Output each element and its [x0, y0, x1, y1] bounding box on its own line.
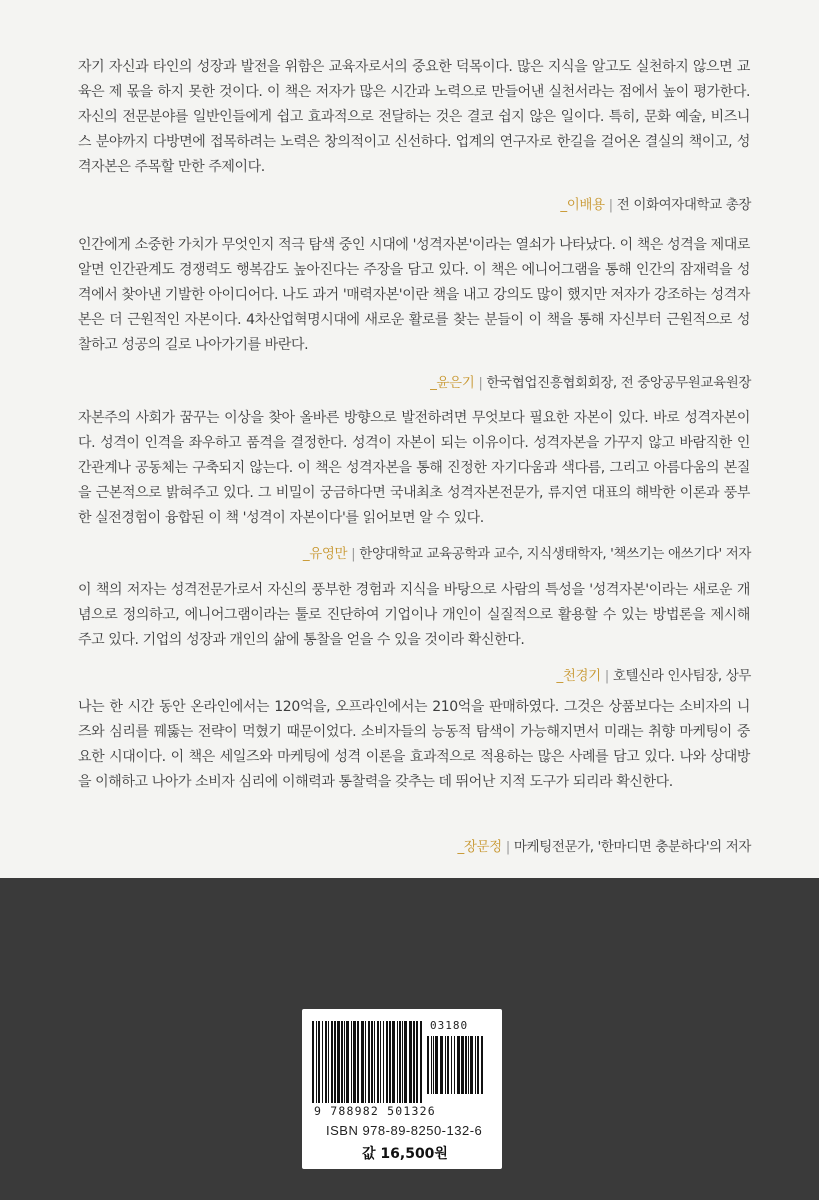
endorsement-text: 자본주의 사회가 꿈꾸는 이상을 찾아 올바른 방향으로 발전하려면 무엇보다 필요한 자본이 있다. 바로 성격자본이다. 성격이 인격을 좌우하고 품격을 결정한다. 성격이 자본이 되는 이유이다. 성격자본을 가꾸지 않고 바람직한 인간관계나 공동체는 구축되지 않는다. 이 책은 성격자본을 통해 진정한 자기다움과 색다름, 그리고 아름다움의 본질을 근본적으로 밝혀주고 있다. 그 비밀이 궁금하다면 국내최초 성격자본전문가, 류지연 대표의 해박한 이론과 풍부한 실전경험이 융합된 이 책 '성격이 자본이다'를 읽어보면 알 수 있다. [78, 410, 750, 526]
barcode-box [302, 1009, 502, 1169]
endorser-name: _유영만 [302, 546, 348, 562]
endorsement-5 [78, 695, 750, 795]
barcode-bar [316, 1021, 317, 1103]
barcode-bar [440, 1036, 443, 1094]
barcode-bar [481, 1036, 483, 1094]
barcode-bar [357, 1021, 359, 1103]
barcode-bar [435, 1036, 438, 1094]
barcode-bar [353, 1021, 356, 1103]
endorser-name: _천경기 [556, 668, 601, 684]
barcode-bar [468, 1036, 469, 1094]
endorsement-3 [78, 406, 750, 531]
barcode-bar [346, 1021, 349, 1103]
barcode-bar [475, 1036, 476, 1094]
barcode-bar [451, 1036, 452, 1094]
barcode-bar [331, 1021, 333, 1103]
endorsement-attribution [560, 193, 751, 213]
ean-barcode [312, 1021, 424, 1105]
barcode-bar [334, 1021, 336, 1103]
endorsement-2 [78, 233, 750, 358]
separator: | [604, 668, 609, 684]
barcode-bar [377, 1021, 379, 1103]
barcode-bar [386, 1021, 388, 1103]
endorser-title: 호텔신라 인사팀장, 상무 [612, 668, 751, 684]
barcode-bar [312, 1021, 314, 1103]
barcode-bar [454, 1036, 455, 1094]
barcode-bar [461, 1036, 464, 1094]
barcode-bar [328, 1021, 329, 1103]
barcode-bar [351, 1021, 352, 1103]
endorser-name: _장문정 [457, 839, 502, 855]
endorser-title: 마케팅전문가, '한마디면 충분하다'의 저자 [513, 839, 751, 855]
barcode-bar [447, 1036, 449, 1094]
separator: | [478, 375, 483, 391]
barcode-bar [337, 1021, 340, 1103]
barcode-bar [465, 1036, 467, 1094]
barcode-bar [420, 1021, 422, 1103]
barcode-bar [470, 1036, 473, 1094]
barcode-bar [389, 1021, 391, 1103]
barcode-bar [318, 1021, 320, 1103]
endorsement-attribution [556, 664, 751, 684]
barcode-bar [457, 1036, 460, 1094]
barcode-bar [404, 1021, 407, 1103]
barcode-bar [374, 1021, 375, 1103]
barcode-bar [325, 1021, 327, 1103]
barcode-bar [368, 1021, 370, 1103]
addon-code: 03180 [430, 1019, 469, 1032]
barcode-bar [409, 1021, 412, 1103]
endorsement-4 [78, 578, 750, 653]
barcode-digits: 9 788982 501326 [314, 1104, 436, 1118]
separator: | [505, 839, 510, 855]
barcode-bar [427, 1036, 429, 1094]
endorsement-text: 인간에게 소중한 가치가 무엇인지 적극 탐색 중인 시대에 '성격자본'이라는 열쇠가 나타났다. 이 책은 성격을 제대로 알면 인간관계도 경쟁력도 행복감도 높아진다는 주장을 담고 있다. 이 책은 에니어그램을 통해 인간의 잠재력을 성격에서 찾아낸 기발한 아이디어다. 나도 과거 '매력자본'이란 책을 내고 강의도 많이 했지만 저자가 강조하는 성격자본은 더 근원적인 자본이다. 4차산업혁명시대에 새로운 활로를 찾는 분들이 이 책을 통해 자신부터 근원적으로 성찰하고 성공의 길로 나아가기를 바란다. [78, 237, 750, 353]
separator: | [608, 197, 613, 213]
endorser-title: 한국협업진흥협회회장, 전 중앙공무원교육원장 [486, 375, 751, 391]
barcode-bar [416, 1021, 418, 1103]
barcode-bar [383, 1021, 384, 1103]
barcode-bar [402, 1021, 403, 1103]
barcode-bar [397, 1021, 398, 1103]
endorsement-text: 이 책의 저자는 성격전문가로서 자신의 풍부한 경험과 지식을 바탕으로 사람의 특성을 '성격자본'이라는 새로운 개념으로 정의하고, 에니어그램이라는 툴로 진단하여 기업이나 개인이 실질적으로 활용할 수 있는 방법론을 제시해 주고 있다. 기업의 성장과 개인의 삶에 통찰을 얻을 수 있을 것이라 확신한다. [78, 582, 750, 648]
endorsement-text: 나는 한 시간 동안 온라인에서는 120억을, 오프라인에서는 210억을 판매하였다. 그것은 상품보다는 소비자의 니즈와 심리를 꿰뚫는 전략이 먹혔기 때문이었다. 소비자들의 능동적 탐색이 가능해지면서 미래는 취향 마케팅이 중요한 시대이다. 이 책은 세일즈와 마케팅에 성격 이론을 효과적으로 적용하는 많은 사례를 담고 있다. 나와 상대방을 이해하고 나아가 소비자 심리에 이해력과 통찰력을 갖추는 데 뛰어난 지적 도구가 되리라 확신한다. [78, 699, 750, 790]
barcode-bar [371, 1021, 373, 1103]
endorsement-text: 자기 자신과 타인의 성장과 발전을 위함은 교육자로서의 중요한 덕목이다. 많은 지식을 알고도 실천하지 않으면 교육은 제 몫을 하지 못한 것이다. 이 책은 저자가 많은 시간과 노력으로 만들어낸 실천서라는 점에서 높이 평가한다. 자신의 전문분야를 일반인들에게 쉽고 효과적으로 전달하는 것은 결코 쉽지 않은 일이다. 특히, 문화 예술, 비즈니스 분야까지 다방면에 접목하려는 노력은 창의적이고 신선하다. 업계의 연구자로 한길을 걸어온 결실의 책이고, 성격자본은 주목할 만한 주제이다. [78, 59, 750, 175]
barcode-bar [477, 1036, 479, 1094]
endorsement-attribution [303, 542, 751, 562]
endorser-title: 한양대학교 교육공학과 교수, 지식생태학자, '책쓰기는 애쓰기다' 저자 [359, 546, 751, 562]
barcode-bar [341, 1021, 343, 1103]
barcode-bar [392, 1021, 395, 1103]
barcode-bar [344, 1021, 345, 1103]
endorsement-attribution [457, 835, 751, 855]
barcode-bar [361, 1021, 364, 1103]
barcode-bar [413, 1021, 415, 1103]
endorser-name: _윤은기 [430, 375, 475, 391]
barcode-bar [322, 1021, 323, 1103]
endorser-name: _이배용 [560, 197, 605, 213]
barcode-bar [445, 1036, 446, 1094]
separator: | [351, 546, 356, 562]
addon-barcode [427, 1036, 487, 1094]
isbn-number: ISBN 978-89-8250-132-6 [326, 1123, 483, 1138]
price-label: 값 16,500원 [362, 1146, 448, 1162]
endorsement-attribution [430, 371, 751, 391]
endorser-title: 전 이화여자대학교 총장 [616, 197, 751, 213]
barcode-bar [399, 1021, 401, 1103]
barcode-bar [433, 1036, 434, 1094]
endorsement-1 [78, 55, 750, 180]
barcode-bar [380, 1021, 381, 1103]
barcode-bar [365, 1021, 366, 1103]
barcode-bar [431, 1036, 432, 1094]
